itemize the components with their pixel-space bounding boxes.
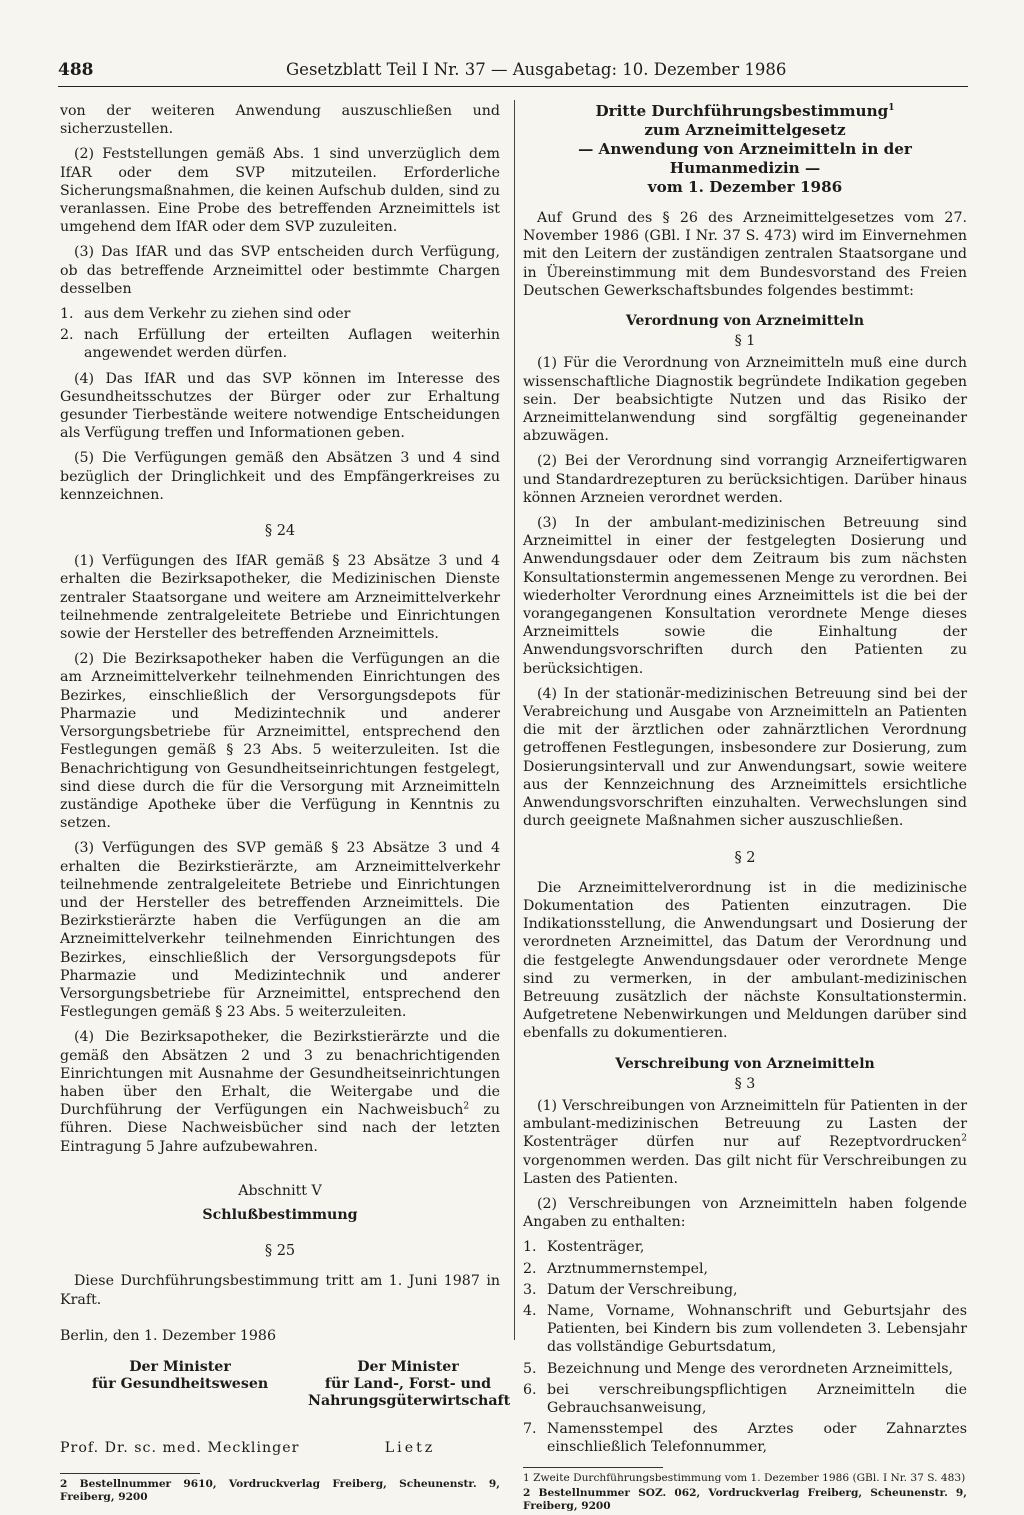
list-item: [523, 1420, 967, 1456]
gazette-title: Gesetzblatt Teil I Nr. 37 — Ausgabetag: 10. Dezember 1986: [286, 60, 787, 79]
title-line: Dritte Durchführungsbestimmung: [595, 102, 889, 120]
list-text: Datum der Verschreibung,: [547, 1281, 738, 1298]
place-date: Berlin, den 1. Dezember 1986: [60, 1327, 276, 1344]
chapter-heading: Verordnung von Arzneimitteln: [625, 313, 865, 330]
section-heading-1: § 1: [734, 333, 756, 350]
list-item: [60, 326, 500, 362]
decree-title-line: zum Arzneimittelgesetz: [644, 121, 846, 139]
section-heading-3: § 3: [734, 1075, 756, 1092]
list-item: [523, 1302, 967, 1357]
footnote: 2 Bestellnummer 9610, Vordruckverlag Freiberg, Scheunenstr. 9, Freiberg, 9200: [60, 1477, 500, 1503]
decree-title: [523, 102, 967, 121]
text-run: zu führen. Diese Nachweisbücher sind nach der letzten Eintragung 5 Jahre aufzubewahren.: [60, 1102, 501, 1155]
enumerated-list: [523, 1238, 967, 1456]
signer-name: Prof. Dr. sc. med. Mecklinger: [60, 1439, 300, 1456]
paragraph: (1) Für die Verordnung von Arzneimitteln muß eine durch wissenschaftliche Diagnostik begründete Indikation gegeben sein. Der beabsichtigte Nutzen und das Risiko der Arzneimittelanwendung sind sorgfältig gegeneinander abzuwägen.: [523, 355, 967, 445]
list-number: 6.: [523, 1381, 537, 1398]
chapter-title: Schlußbestimmung: [202, 1206, 358, 1223]
decree-date: vom 1. Dezember 1986: [647, 178, 843, 196]
enumerated-list: [60, 305, 500, 363]
paragraph: [523, 1097, 967, 1188]
paragraph: (2) Bei der Verordnung sind vorrangig Arzneifertigwaren und Standardrezepturen zu berücksichtigen. Darüber hinaus können Arzneien verordnet werden.: [523, 453, 967, 506]
right-column: [523, 102, 967, 1515]
list-number: 4.: [523, 1302, 537, 1319]
paragraph: (4) Das IfAR und das SVP können im Interesse des Gesundheitsschutzes der Bürger oder zur Erhaltung gesunder Tierbestände weitere notwendige Entscheidungen als Verfügung treffen und Informationen geben.: [60, 370, 500, 442]
signature-block: [60, 1358, 511, 1463]
list-text: nach Erfüllung der erteilten Auflagen weiterhin angewendet werden dürfen.: [84, 327, 500, 362]
paragraph: (2) Verschreibungen von Arzneimitteln haben folgende Angaben zu enthalten:: [523, 1195, 967, 1231]
signatory-line: für Gesundheitswesen: [91, 1375, 269, 1392]
text-run: vorgenommen werden. Das gilt nicht für Verschreibungen zu Lasten des Patienten.: [523, 1152, 967, 1187]
footnote-mark: 2: [961, 1133, 967, 1144]
section-heading-25: § 25: [264, 1243, 296, 1260]
paragraph: [60, 1028, 500, 1155]
list-text: bei verschreibungspflichtigen Arzneimitteln die Gebrauchsanweisung,: [547, 1381, 967, 1416]
list-item: [523, 1381, 967, 1417]
list-number: 5.: [523, 1360, 537, 1377]
signatory-line: für Land-, Forst- und: [324, 1375, 492, 1392]
paragraph: (2) Feststellungen gemäß Abs. 1 sind unverzüglich dem IfAR oder dem SVP mitzuteilen. Erforderliche Sicherungsmaßnahmen, die keinen Aufschub dulden, sind zu veranlassen. Eine Probe des betreffenden Arzneimittels ist umgehend dem IfAR oder dem SVP zuzuleiten.: [60, 146, 500, 236]
preamble: Auf Grund des § 26 des Arzneimittelgesetzes vom 27. November 1986 (GBl. I Nr. 37 S. 473) wird im Einvernehmen mit den Leitern der zuständigen zentralen Staatsorgane und in Übereinstimmung mit dem Bundesvorstand des Freien Deutschen Gewerkschaftsbundes folgendes bestimmt:: [523, 210, 967, 299]
text-run: (4) Die Bezirksapotheker, die Bezirkstierärzte und die gemäß den Absätzen 2 und 3 zu benachrichtigenden Einrichtungen mit Ausnahme der Gesundheitseinrichtungen haben über den Erhalt, die Weitergabe und die Durchführung der Verfügungen ein Nachweisbuch: [60, 1029, 500, 1119]
page-number: 488: [58, 60, 94, 80]
list-item: [523, 1360, 967, 1378]
signatory-agriculture: [308, 1358, 511, 1410]
footnote-mark: 2: [463, 1101, 470, 1112]
chapter-label: Abschnitt V: [238, 1182, 322, 1199]
list-item: [60, 305, 500, 323]
decree-subtitle: — Anwendung von Arzneimitteln in der Humanmedizin —: [578, 140, 912, 177]
footnote: 1 Zweite Durchführungsbestimmung vom 1. Dezember 1986 (GBl. I Nr. 37 S. 483): [523, 1471, 966, 1484]
list-number: 1.: [523, 1239, 537, 1256]
list-text: Kostenträger,: [547, 1239, 645, 1256]
signer-name: Lietz: [384, 1439, 436, 1456]
paragraph: (5) Die Verfügungen gemäß den Absätzen 3 und 4 sind bezüglich der Dringlichkeit und des Empfängerkreises zu kennzeichnen.: [60, 450, 500, 503]
column-divider: [514, 100, 515, 1340]
chapter-heading: Verschreibung von Arzneimitteln: [615, 1055, 875, 1072]
list-item: [523, 1238, 967, 1256]
paragraph: (3) In der ambulant-medizinischen Betreuung sind Arzneimittel in einer der festgelegten Dosierung und Anwendungsdauer oder dem Zeitraum bis zum nächsten Konsultationstermin angemessenen Menge zu verordnen. Bei wiederholter Verordnung eines Arzneimittels ist die bei der vorangegangenen Konsultation verordnete Menge dieses Arzneimittels sowie die Einhaltung der Anwendungsvorschriften durch den Patienten zu berücksichtigen.: [523, 515, 967, 677]
footnote: 2 Bestellnummer SOZ. 062, Vordruckverlag Freiberg, Scheunenstr. 9, Freiberg, 9200: [523, 1486, 967, 1512]
paragraph-continued: von der weiteren Anwendung auszuschließen und sicherzustellen.: [60, 103, 500, 138]
paragraph: (1) Verfügungen des IfAR gemäß § 23 Absätze 3 und 4 erhalten die Bezirksapotheker, die Medizinischen Dienste zentraler Staatsorgane und weitere am Arzneimittelverkehr teilnehmende zentralgeleitete Betriebe und Einrichtungen sowie der Hersteller des betreffenden Arzneimittels.: [60, 553, 500, 643]
text-run: (1) Verschreibungen von Arzneimitteln für Patienten in der ambulant-medizinischen Betreuung zu Lasten der Kostenträger dürfen nur auf Rezeptvordrucken: [523, 1097, 967, 1151]
section-heading-24: § 24: [264, 523, 296, 540]
signatory-line: Der Minister: [129, 1358, 231, 1375]
paragraph: Diese Durchführungsbestimmung tritt am 1. Juni 1987 in Kraft.: [60, 1273, 500, 1308]
signatory-health: [90, 1359, 270, 1393]
paragraph: (3) Das IfAR und das SVP entscheiden durch Verfügung, ob das betreffende Arzneimittel oder bestimmte Chargen desselben: [60, 244, 500, 297]
signatory-line: Der Minister: [357, 1358, 459, 1375]
list-text: Name, Vorname, Wohnanschrift und Geburtsjahr des Patienten, bei Kindern bis zum vollendeten 3. Lebensjahr das vollständige Geburtsdatum,: [547, 1302, 967, 1356]
list-item: [523, 1281, 967, 1299]
left-column: [60, 102, 511, 1506]
footnote-rule: [523, 1467, 663, 1468]
list-text: Arztnummernstempel,: [547, 1260, 709, 1277]
paragraph: Die Arzneimittelverordnung ist in die medizinische Dokumentation des Patienten einzutragen. Die Indikationsstellung, die Anwendungsart und Dosierung der verordneten Arzneimittel, das Datum der Verordnung und die festgelegte Anwendungsdauer oder verordnete Menge sind zu vermerken, in der ambulant-medizinischen Betreuung zusätzlich der nächste Konsultationstermin. Aufgetretene Nebenwirkungen und Meldungen darüber sind ebenfalls zu dokumentieren.: [523, 879, 967, 1042]
list-number: 2.: [60, 327, 74, 344]
section-heading-2: § 2: [734, 849, 756, 866]
list-number: 1.: [60, 306, 74, 323]
list-text: Namensstempel des Arztes oder Zahnarztes einschließlich Telefonnummer,: [547, 1421, 967, 1456]
footnote-mark: 1: [888, 102, 895, 113]
list-number: 7.: [523, 1421, 537, 1438]
list-text: aus dem Verkehr zu ziehen sind oder: [84, 306, 351, 323]
paragraph: (3) Verfügungen des SVP gemäß § 23 Absätze 3 und 4 erhalten die Bezirkstierärzte, am Arzneimittelverkehr teilnehmende zentralgeleitete Betriebe und Einrichtungen und der Hersteller des betreffenden Arzneimittels. Die Bezirkstierärzte haben die Verfügungen an die am Arzneimittelverkehr teilnehmenden Einrichtungen des Bezirkes, einschließlich der Versorgungsdepots für Pharmazie und Medizintechnik und anderer Versorgungsbetriebe für Arzneimittel, entsprechend den Festlegungen gemäß § 23 Abs. 5 weiterzuleiten.: [60, 840, 500, 1021]
paragraph: (2) Die Bezirksapotheker haben die Verfügungen an die am Arzneimittelverkehr teilnehmenden Einrichtungen des Bezirkes, einschließlich der Versorgungsdepots für Pharmazie und Medizintechnik und anderer Versorgungsbetriebe für Arzneimittel, entsprechend den Festlegungen gemäß § 23 Abs. 5 weiterzuleiten. Ist die Benachrichtigung von Gesundheitseinrichtungen festgelegt, sind diese durch die für die Versorgung mit Arzneimitteln zuständige Apotheke über die Verfügung in Kenntnis zu setzen.: [60, 651, 500, 832]
signatory-line: Nahrungsgüterwirtschaft: [308, 1392, 511, 1409]
page-header: [58, 56, 968, 87]
list-number: 2.: [523, 1260, 537, 1277]
list-text: Bezeichnung und Menge des verordneten Arzneimittels,: [547, 1360, 954, 1377]
paragraph: (4) In der stationär-medizinischen Betreuung sind bei der Verabreichung und Ausgabe von Arzneimitteln an Patienten die mit der ärztlichen oder zahnärztlichen Verordnung getroffenen Festlegungen, insbesondere zur Dosierung, zum Dosierungsintervall und zur Anwendungsart, sowie weitere aus der Kennzeichnung des Arzneimittels ersichtliche Anwendungsvorschriften einzuhalten. Verwechslungen sind durch geeignete Maßnahmen sicher auszuschließen.: [523, 685, 967, 830]
list-number: 3.: [523, 1281, 537, 1298]
footnote-rule: [60, 1473, 200, 1474]
list-item: [523, 1260, 967, 1278]
